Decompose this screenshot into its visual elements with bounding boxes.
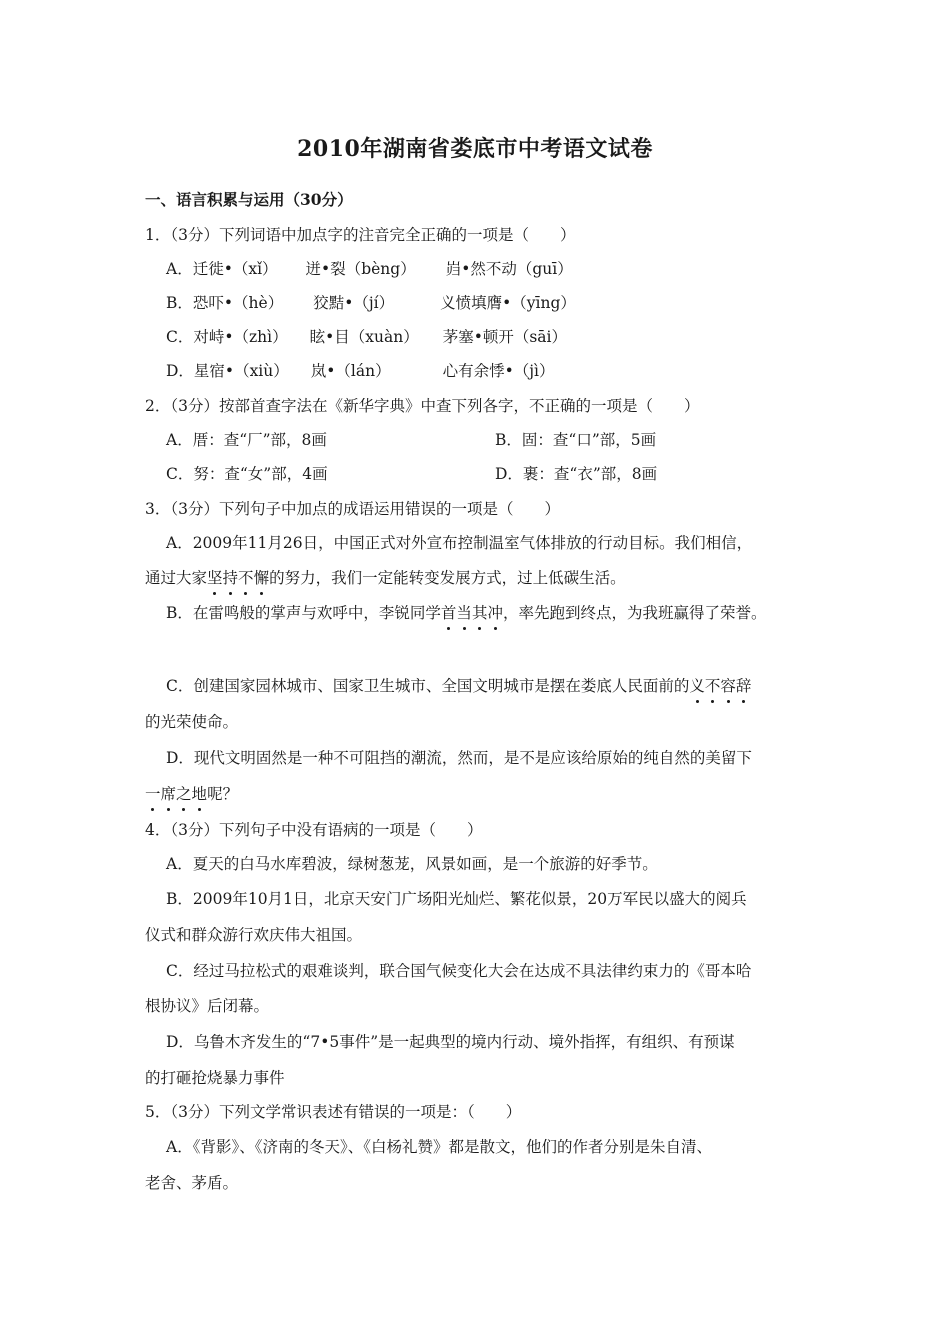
section-heading: 一、语言积累与运用（30分） bbox=[145, 190, 353, 209]
option-b-word-1: B．恐吓•（hè） bbox=[166, 294, 284, 312]
question-2-option-c: C．努：查“女”部，4画 bbox=[166, 465, 328, 483]
question-3-option-b bbox=[166, 603, 766, 623]
dotted-character: 容 bbox=[720, 677, 736, 695]
question-3-option-a-line-1: A．2009年11月26日，中国正式对外宣布控制温室气体排放的行动目标。我们相信， bbox=[166, 534, 753, 552]
question-4-stem: 4．（3分）下列句子中没有语病的一项是（ ） bbox=[145, 821, 483, 839]
question-4-option-c-line-1: C．经过马拉松式的艰难谈判，联合国气候变化大会在达成不具法律约束力的《哥本哈 bbox=[166, 962, 752, 980]
question-3-stem: 3．（3分）下列句子中加点的成语运用错误的一项是（ ） bbox=[145, 500, 560, 518]
question-3-option-c-line-1 bbox=[166, 676, 751, 696]
question-2-option-a: A．厝：查“厂”部，8画 bbox=[166, 431, 327, 449]
option-b-word-3: 义愤填膺•（yīng） bbox=[440, 294, 576, 312]
question-1-option-b bbox=[166, 293, 576, 313]
dotted-character: 当 bbox=[456, 604, 472, 622]
question-3-option-d-line-1: D．现代文明固然是一种不可阻挡的潮流，然而，是不是应该给原始的纯自然的美留下 bbox=[166, 749, 752, 767]
option-a-word-1: A．迁徙•（xǐ） bbox=[166, 260, 278, 278]
question-3-option-d-line-2 bbox=[145, 784, 238, 804]
dotted-character: 坚 bbox=[207, 569, 223, 587]
question-3-option-c-line-2: 的光荣使命。 bbox=[145, 713, 239, 731]
question-4-option-a: A．夏天的白马水库碧波，绿树葱茏，风景如画，是一个旅游的好季节。 bbox=[166, 855, 658, 873]
dotted-character: 辞 bbox=[735, 677, 752, 695]
text-segment: B．在雷鸣般的掌声与欢呼中，李锐同学 bbox=[166, 604, 441, 622]
question-3-option-a-line-2 bbox=[145, 568, 626, 588]
question-4-option-b-line-1: B．2009年10月1日，北京天安门广场阳光灿烂、繁花似景，20万军民以盛大的阅兵 bbox=[166, 890, 747, 908]
dotted-idiom-d bbox=[145, 785, 207, 803]
option-d-word-3: 心有余悸•（jì） bbox=[442, 362, 555, 380]
question-2-stem: 2．（3分）按部首查字法在《新华字典》中查下列各字，不正确的一项是（ ） bbox=[145, 397, 700, 415]
question-1-option-a bbox=[166, 259, 573, 279]
dotted-character: 义 bbox=[689, 677, 705, 695]
question-1-option-c bbox=[166, 327, 567, 347]
text-segment: 通过大家 bbox=[145, 569, 208, 587]
option-c-word-2: 眩•目（xuàn） bbox=[309, 328, 419, 346]
question-4-option-d-line-1: D．乌鲁木齐发生的“7•5事件”是一起典型的境内行动、境外指挥，有组织、有预谋 bbox=[166, 1033, 735, 1051]
dotted-character: 之 bbox=[176, 785, 192, 803]
dotted-character: 冲 bbox=[487, 604, 503, 622]
question-5-option-a-line-1: A．《背影》、《济南的冬天》、《白杨礼赞》都是散文，他们的作者分别是朱自清、 bbox=[166, 1138, 712, 1156]
text-segment: 呢？ bbox=[207, 785, 239, 803]
option-c-word-1: C．对峙•（zhì） bbox=[166, 328, 288, 346]
option-a-word-3: 岿•然不动（guī） bbox=[445, 260, 573, 278]
dotted-idiom-a bbox=[207, 569, 269, 587]
text-segment: 的努力，我们一定能转变发展方式，过上低碳生活。 bbox=[269, 569, 626, 587]
dotted-idiom-b bbox=[441, 604, 503, 622]
question-4-option-b-line-2: 仪式和群众游行欢庆伟大祖国。 bbox=[145, 926, 363, 944]
option-a-word-2: 迸•裂（bèng） bbox=[305, 260, 416, 278]
question-1-option-d bbox=[166, 361, 555, 381]
page-title: 2010年湖南省娄底市中考语文试卷 bbox=[297, 136, 653, 162]
dotted-idiom-c bbox=[689, 677, 751, 695]
option-d-word-2: 岚•（lán） bbox=[310, 362, 391, 380]
text-segment: C．创建国家园林城市、国家卫生城市、全国文明城市是摆在娄底人民面前的 bbox=[166, 677, 690, 695]
dotted-character: 地 bbox=[191, 785, 208, 803]
question-5-option-a-line-2: 老舍、茅盾。 bbox=[145, 1174, 239, 1192]
dotted-character: 持 bbox=[222, 569, 239, 587]
option-c-word-3: 茅塞•顿开（sāi） bbox=[442, 328, 567, 346]
dotted-character: 不 bbox=[238, 569, 254, 587]
option-b-word-2: 狡黠•（jí） bbox=[313, 294, 395, 312]
question-4-option-c-line-2: 根协议》后闭幕。 bbox=[145, 997, 270, 1015]
dotted-character: 懈 bbox=[253, 569, 270, 587]
question-2-option-d: D．裹：查“衣”部，8画 bbox=[495, 465, 658, 483]
question-2-option-b: B．固：查“口”部，5画 bbox=[495, 431, 657, 449]
dotted-character: 其 bbox=[471, 604, 488, 622]
option-d-word-1: D．星宿•（xiù） bbox=[166, 362, 289, 380]
dotted-character: 席 bbox=[160, 785, 177, 803]
question-4-option-d-line-2: 的打砸抢烧暴力事件 bbox=[145, 1069, 285, 1087]
dotted-character: 首 bbox=[440, 604, 457, 622]
question-5-stem: 5．（3分）下列文学常识表述有错误的一项是：（ ） bbox=[145, 1103, 522, 1121]
dotted-character: 一 bbox=[145, 785, 161, 803]
text-segment: ，率先跑到终点，为我班赢得了荣誉。 bbox=[502, 604, 767, 622]
question-1-stem: 1．（3分）下列词语中加点字的注音完全正确的一项是（ ） bbox=[145, 226, 576, 244]
dotted-character: 不 bbox=[704, 677, 721, 695]
